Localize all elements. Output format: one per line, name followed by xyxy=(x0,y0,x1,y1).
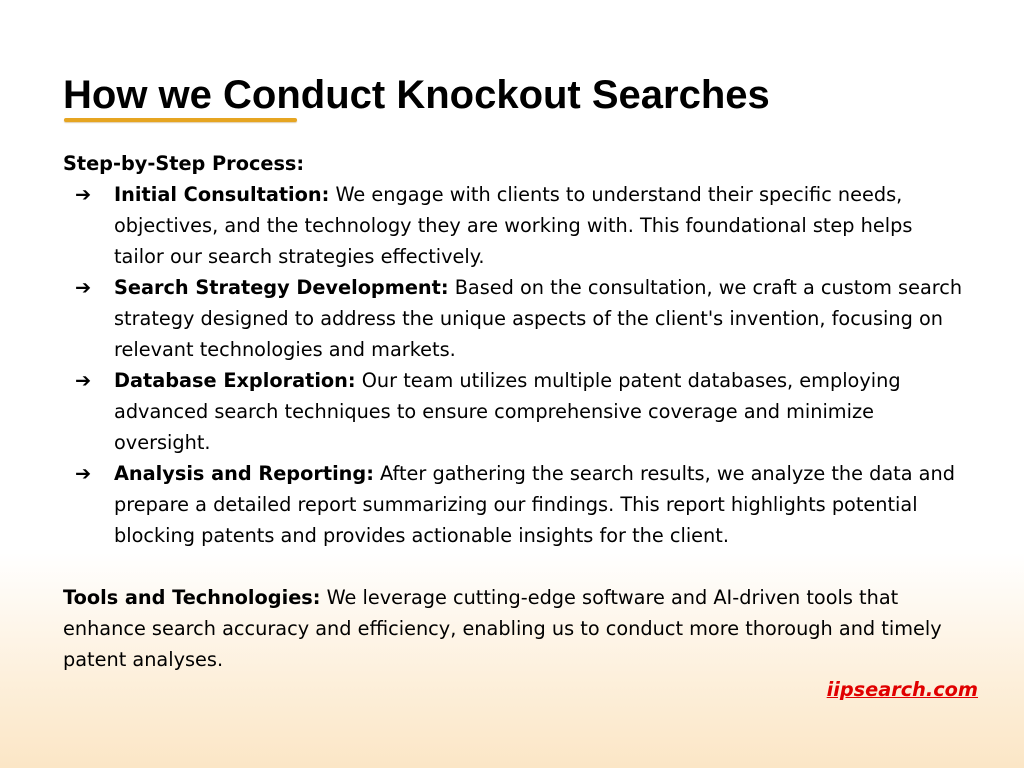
website-link[interactable]: iipsearch.com xyxy=(826,678,978,701)
process-step xyxy=(63,365,963,458)
step-label: Search Strategy Development: xyxy=(114,276,449,299)
tools-label: Tools and Technologies: xyxy=(63,586,321,609)
step-text: We engage with clients to understand their specific needs, objectives, and the technology they are working with. This foundational step helps tailor our search strategies effectively. xyxy=(114,183,913,268)
tools-paragraph xyxy=(63,582,963,675)
arrow-bullet-icon: ➔ xyxy=(75,369,92,392)
arrow-bullet-icon: ➔ xyxy=(75,276,92,299)
title-underline xyxy=(64,118,297,122)
process-steps-list xyxy=(63,179,963,551)
arrow-bullet-icon: ➔ xyxy=(75,183,92,206)
tools-text: We leverage cutting-edge software and AI-driven tools that enhance search accuracy and efficiency, enabling us to conduct more thorough and timely patent analyses. xyxy=(63,586,942,671)
page-title: How we Conduct Knockout Searches xyxy=(63,73,770,117)
process-step xyxy=(63,272,963,365)
step-label: Database Exploration: xyxy=(114,369,356,392)
process-heading: Step-by-Step Process: xyxy=(63,152,305,175)
process-step xyxy=(63,179,963,272)
step-text: Our team utilizes multiple patent databases, employing advanced search techniques to ensure comprehensive coverage and minimize oversight. xyxy=(114,369,901,454)
arrow-bullet-icon: ➔ xyxy=(75,462,92,485)
slide-body xyxy=(63,148,963,675)
footer-link-row xyxy=(827,674,978,705)
process-step xyxy=(63,458,963,551)
step-text: Based on the consultation, we craft a custom search strategy designed to address the unique aspects of the client's invention, focusing on relevant technologies and markets. xyxy=(114,276,963,361)
step-label: Analysis and Reporting: xyxy=(114,462,374,485)
step-label: Initial Consultation: xyxy=(114,183,330,206)
spacer xyxy=(63,551,963,582)
step-text: After gathering the search results, we analyze the data and prepare a detailed report summarizing our findings. This report highlights potential blocking patents and provides actionable insights for the client. xyxy=(114,462,955,547)
